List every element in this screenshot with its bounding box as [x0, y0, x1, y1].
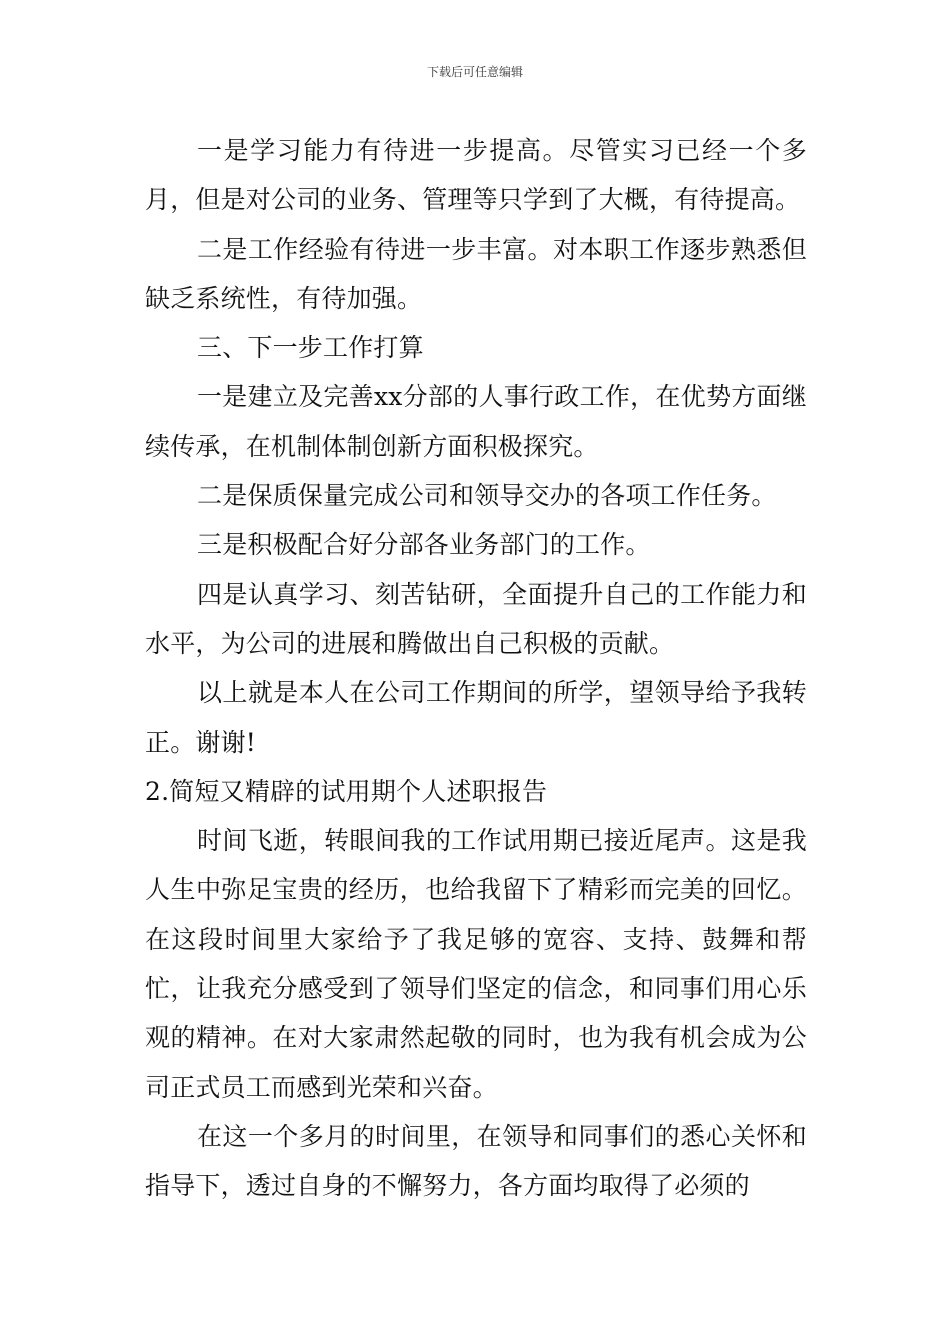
document-body	[145, 126, 807, 1211]
paragraph-plan-three: 三是积极配合好分部各业务部门的工作。	[197, 530, 651, 560]
page-header: 下载后可任意编辑	[426, 65, 523, 79]
paragraph-closing: 以上就是本人在公司工作期间的所学，望领导给予我转正。谢谢!	[145, 678, 807, 757]
paragraph-time-flies: 时间飞逝，转眼间我的工作试用期已接近尾声。这是我人生中弥足宝贵的经历，也给我留下了精彩而完美的回忆。在这段时间里大家给予了我足够的宽容、支持、鼓舞和帮忙，让我充分感受到了领导们坚定的信念，和同事们用心乐观的精神。在对大家肃然起敬的同时，也为我有机会成为公司正式员工而感到光荣和兴奋。	[145, 826, 807, 1102]
paragraph-plan-one: 一是建立及完善xx分部的人事行政工作，在优势方面继续传承，在机制体制创新方面积极探究。	[145, 382, 807, 461]
paragraph-work-experience: 二是工作经验有待进一步丰富。对本职工作逐步熟悉但缺乏系统性，有待加强。	[145, 234, 807, 313]
paragraph-one-month: 在这一个多月的时间里，在领导和同事们的悉心关怀和指导下，透过自身的不懈努力，各方面均取得了必须的	[145, 1121, 807, 1201]
paragraph-learning-ability: 一是学习能力有待进一步提高。尽管实习已经一个多月，但是对公司的业务、管理等只学到了大概，有待提高。	[145, 136, 807, 215]
section-heading-next-steps: 三、下一步工作打算	[197, 333, 424, 363]
section-heading-report-2: 2.简短又精辟的试用期个人述职报告	[145, 776, 548, 806]
paragraph-plan-two: 二是保质保量完成公司和领导交办的各项工作任务。	[197, 481, 777, 511]
paragraph-plan-four: 四是认真学习、刻苦钻研，全面提升自己的工作能力和水平，为公司的进展和腾做出自己积极的贡献。	[145, 579, 807, 658]
